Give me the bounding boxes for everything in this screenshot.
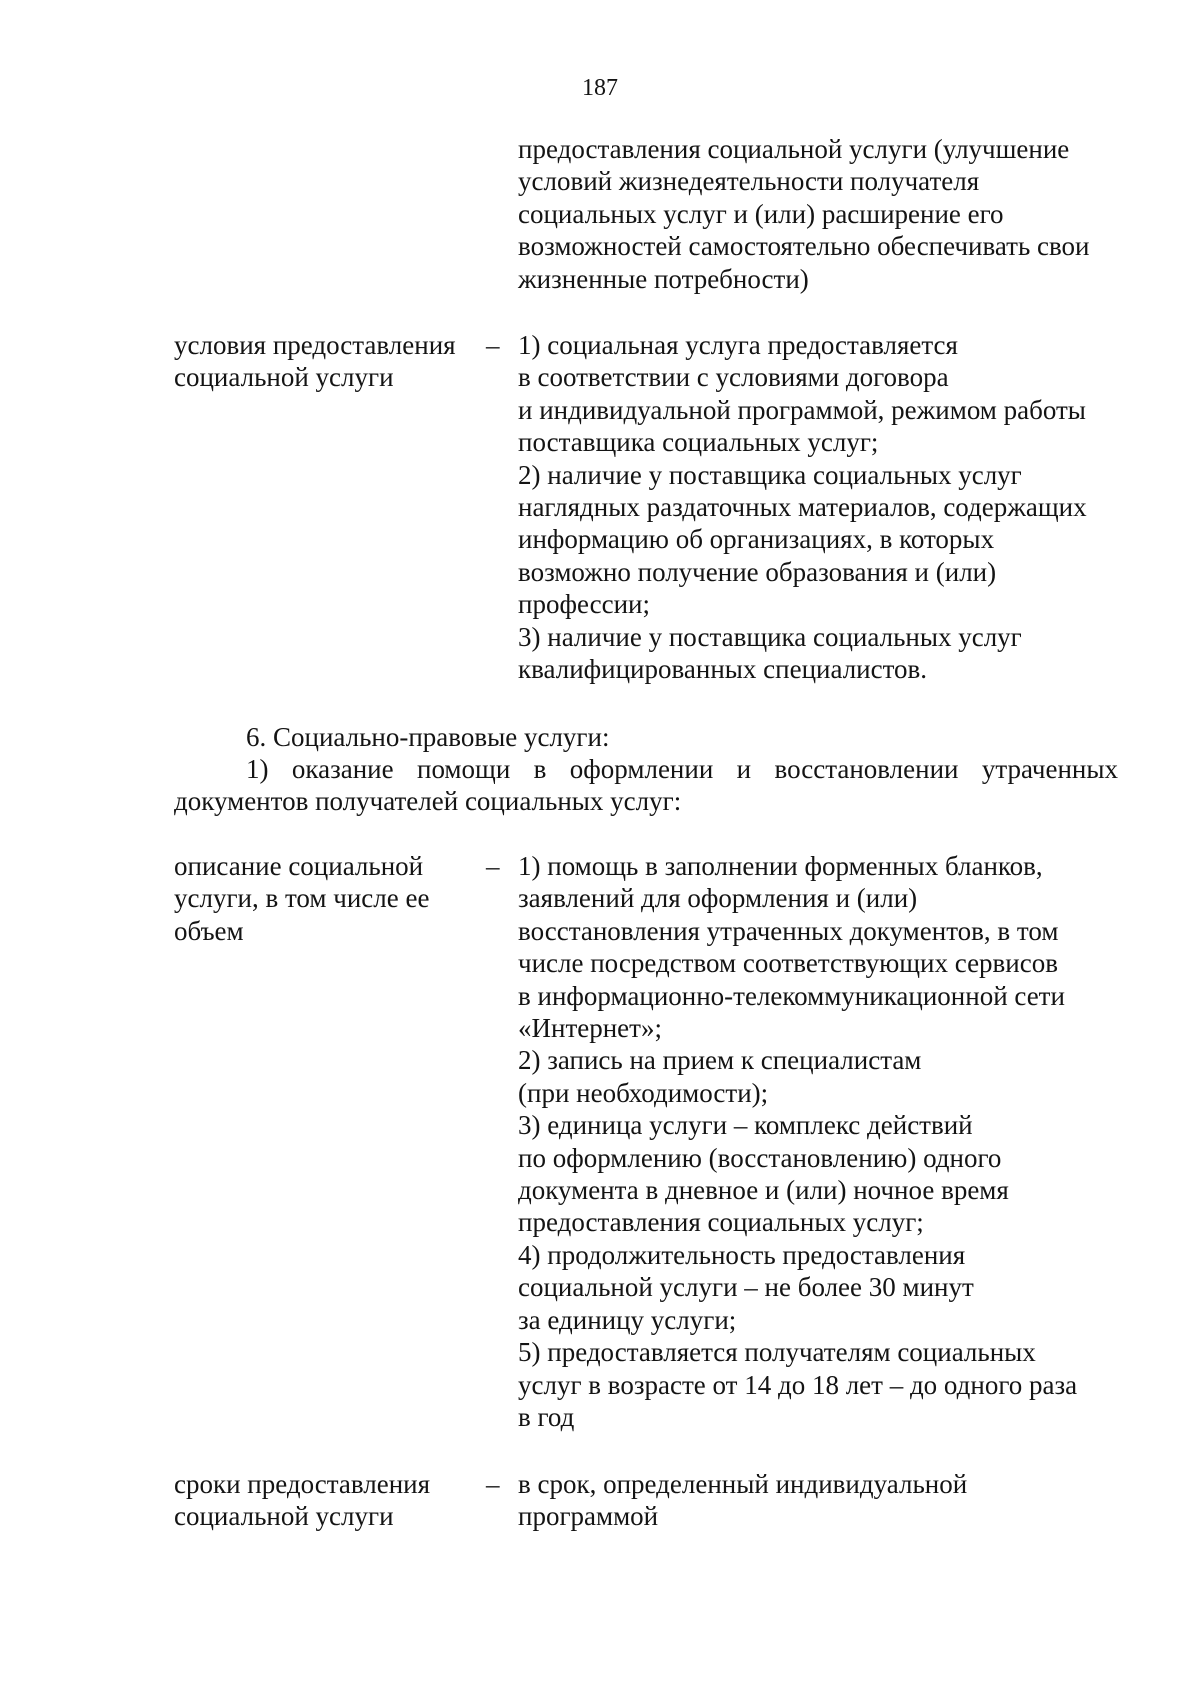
subsection-line: документов получателей социальных услуг: bbox=[174, 786, 682, 817]
definition-line: (при необходимости); bbox=[518, 1077, 769, 1108]
continuation-text bbox=[518, 133, 1090, 295]
definition-line: предоставления социальных услуг; bbox=[518, 1207, 924, 1238]
definition-line: 3) наличие у поставщика социальных услуг bbox=[518, 621, 1022, 652]
definition-line: 3) единица услуги – комплекс действий bbox=[518, 1110, 973, 1141]
definition-line: поставщика социальных услуг; bbox=[518, 427, 879, 458]
definition-line: восстановления утраченных документов, в том bbox=[518, 915, 1059, 946]
definition-line: возможно получение образования и (или) bbox=[518, 556, 997, 587]
term-line: социальной услуги bbox=[174, 362, 394, 393]
definition-line: 1) помощь в заполнении форменных бланков, bbox=[518, 851, 1043, 881]
term-line: объем bbox=[174, 915, 244, 946]
definition-line: социальной услуги – не более 30 минут bbox=[518, 1272, 974, 1303]
definition-line: документа в дневное и (или) ночное время bbox=[518, 1175, 1009, 1206]
definition-line: за единицу услуги; bbox=[518, 1304, 737, 1335]
conditions-definition bbox=[518, 329, 1087, 685]
term-line: услуги, в том числе ее bbox=[174, 883, 430, 914]
conditions-dash: – bbox=[486, 330, 500, 360]
subsection-paragraph bbox=[174, 753, 1118, 818]
text-line: условий жизнедеятельности получателя bbox=[518, 166, 980, 197]
subsection-line: 1) оказание помощи в оформлении и восстановлении утраченных bbox=[246, 754, 1118, 784]
definition-line: и индивидуальной программой, режимом работы bbox=[518, 394, 1086, 425]
definition-line: числе посредством соответствующих сервисов bbox=[518, 948, 1058, 979]
definition-line: 1) социальная услуга предоставляется bbox=[518, 330, 958, 360]
definition-line: в соответствии с условиями договора bbox=[518, 362, 949, 393]
term-line: описание социальной bbox=[174, 851, 424, 881]
definition-line: 2) наличие у поставщика социальных услуг bbox=[518, 459, 1022, 490]
definition-line: квалифицированных специалистов. bbox=[518, 654, 928, 685]
definition-line: информацию об организациях, в которых bbox=[518, 524, 995, 555]
terms-term bbox=[174, 1468, 430, 1533]
definition-line: заявлений для оформления и (или) bbox=[518, 883, 918, 914]
definition-line: по оформлению (восстановлению) одного bbox=[518, 1142, 1002, 1173]
definition-line: 5) предоставляется получателям социальных bbox=[518, 1337, 1036, 1368]
term-line: сроки предоставления bbox=[174, 1469, 431, 1499]
section-heading: 6. Социально-правовые услуги: bbox=[246, 722, 610, 752]
definition-line: в информационно-телекоммуникационной сети bbox=[518, 980, 1065, 1011]
description-definition bbox=[518, 850, 1077, 1433]
definition-line: 4) продолжительность предоставления bbox=[518, 1239, 966, 1270]
definition-line: «Интернет»; bbox=[518, 1013, 662, 1044]
definition-line: услуг в возрасте от 14 до 18 лет – до одного раза bbox=[518, 1369, 1078, 1400]
description-dash: – bbox=[486, 851, 500, 881]
text-line: социальных услуг и (или) расширение его bbox=[518, 198, 1004, 229]
text-line: жизненные потребности) bbox=[518, 263, 809, 294]
definition-line: в год bbox=[518, 1401, 575, 1432]
description-term bbox=[174, 850, 429, 947]
definition-line: профессии; bbox=[518, 589, 650, 620]
conditions-term bbox=[174, 329, 456, 394]
terms-dash: – bbox=[486, 1469, 500, 1499]
page-number: 187 bbox=[582, 75, 618, 101]
definition-line: 2) запись на прием к специалистам bbox=[518, 1045, 922, 1076]
term-line: социальной услуги bbox=[174, 1501, 394, 1532]
term-line: условия предоставления bbox=[174, 330, 456, 360]
definition-line: программой bbox=[518, 1501, 659, 1532]
terms-definition bbox=[518, 1468, 967, 1533]
definition-line: наглядных раздаточных материалов, содержащих bbox=[518, 492, 1087, 523]
definition-line: в срок, определенный индивидуальной bbox=[518, 1469, 968, 1499]
text-line: предоставления социальной услуги (улучшение bbox=[518, 134, 1070, 164]
text-line: возможностей самостоятельно обеспечивать свои bbox=[518, 231, 1090, 262]
